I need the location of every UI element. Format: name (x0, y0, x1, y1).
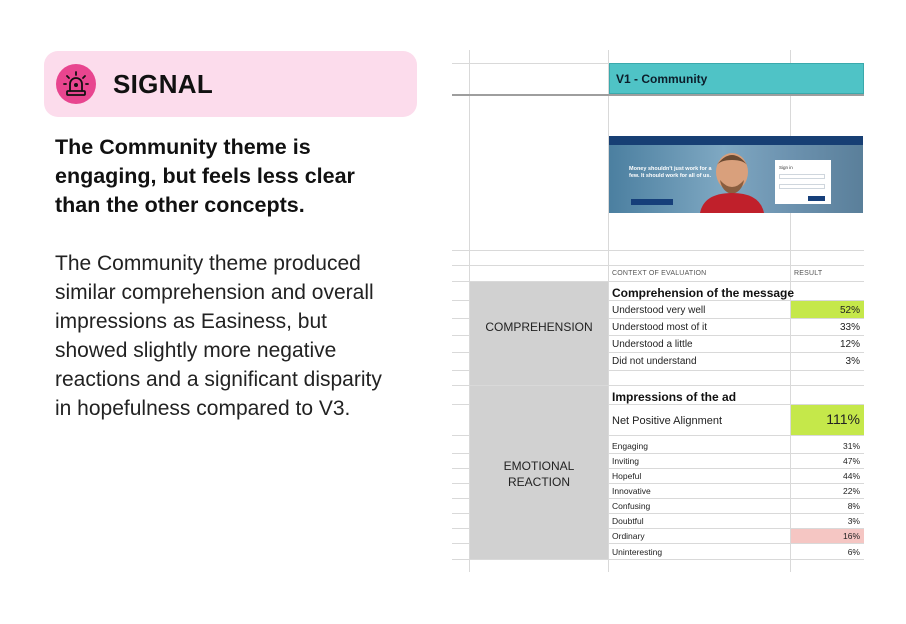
ad-nav-bar (609, 136, 863, 145)
emotional-label-line1: EMOTIONAL (503, 459, 575, 473)
table-row-value: 3% (845, 356, 860, 367)
npa-label: Net Positive Alignment (612, 415, 723, 427)
ad-password-field (779, 184, 825, 189)
ad-person-image (694, 146, 774, 213)
table-row-label: Confusing (612, 501, 651, 511)
table-row-label: Understood very well (612, 305, 706, 316)
ad-cta-button (631, 199, 673, 205)
table-row-value: 47% (842, 456, 860, 466)
siren-icon (56, 64, 96, 104)
table-row-value: 16% (842, 531, 860, 541)
concept-title: V1 - Community (616, 72, 708, 86)
body-text: The Community theme produced similar comprehension and overall impressions as Easiness, but showed slightly more negative reactions and a significant disparity in hopefulness compared to V3. (55, 252, 382, 420)
table-row-label: Engaging (612, 441, 648, 451)
table-row-label: Ordinary (612, 531, 645, 541)
table-row-label: Understood a little (612, 339, 693, 350)
table-row-value: 44% (842, 471, 860, 481)
spreadsheet (452, 50, 864, 572)
ad-headline: Money shouldn't just work for a few. It should work for all of us. (629, 166, 712, 179)
table-row-value: 52% (839, 305, 860, 316)
table-row-label: Inviting (612, 456, 639, 466)
table-row-value: 8% (847, 501, 860, 511)
table-row-label: Hopeful (612, 471, 642, 481)
signal-badge (44, 51, 417, 117)
comprehension-section-title: Comprehension of the message (612, 286, 795, 300)
divider (452, 94, 864, 96)
table-row-value: 12% (839, 339, 860, 350)
signal-label: SIGNAL (113, 69, 214, 99)
concept-header (609, 63, 864, 94)
table-row-label: Innovative (612, 486, 651, 496)
emotional-label-line2: REACTION (507, 475, 570, 489)
ad-thumbnail (609, 136, 863, 213)
table-row-label: Doubtful (612, 516, 644, 526)
table-row-label: Understood most of it (612, 322, 708, 333)
emotional-label-cell (470, 386, 608, 559)
table-row-value: 6% (847, 547, 860, 557)
impressions-section-title: Impressions of the ad (612, 390, 737, 404)
table-row-value: 31% (842, 441, 860, 451)
table-row-value: 3% (847, 516, 860, 526)
ad-signin-button (808, 196, 825, 201)
column-header-result: RESULT (794, 270, 823, 277)
table-row-value: 33% (839, 322, 860, 333)
table-row-label: Did not understand (612, 356, 697, 367)
npa-value: 111% (826, 411, 860, 427)
table-row-label: Uninteresting (612, 547, 663, 557)
headline: The Community theme is engaging, but feels less clear than the other concepts. (55, 135, 355, 217)
comprehension-label: COMPREHENSION (485, 320, 593, 334)
column-header-context: CONTEXT OF EVALUATION (612, 270, 707, 277)
ad-signin-form (775, 160, 831, 204)
comprehension-label-cell (470, 282, 608, 385)
table-row-value: 22% (842, 486, 860, 496)
ad-username-field (779, 174, 825, 179)
ad-form-title: Sign in (779, 165, 793, 170)
